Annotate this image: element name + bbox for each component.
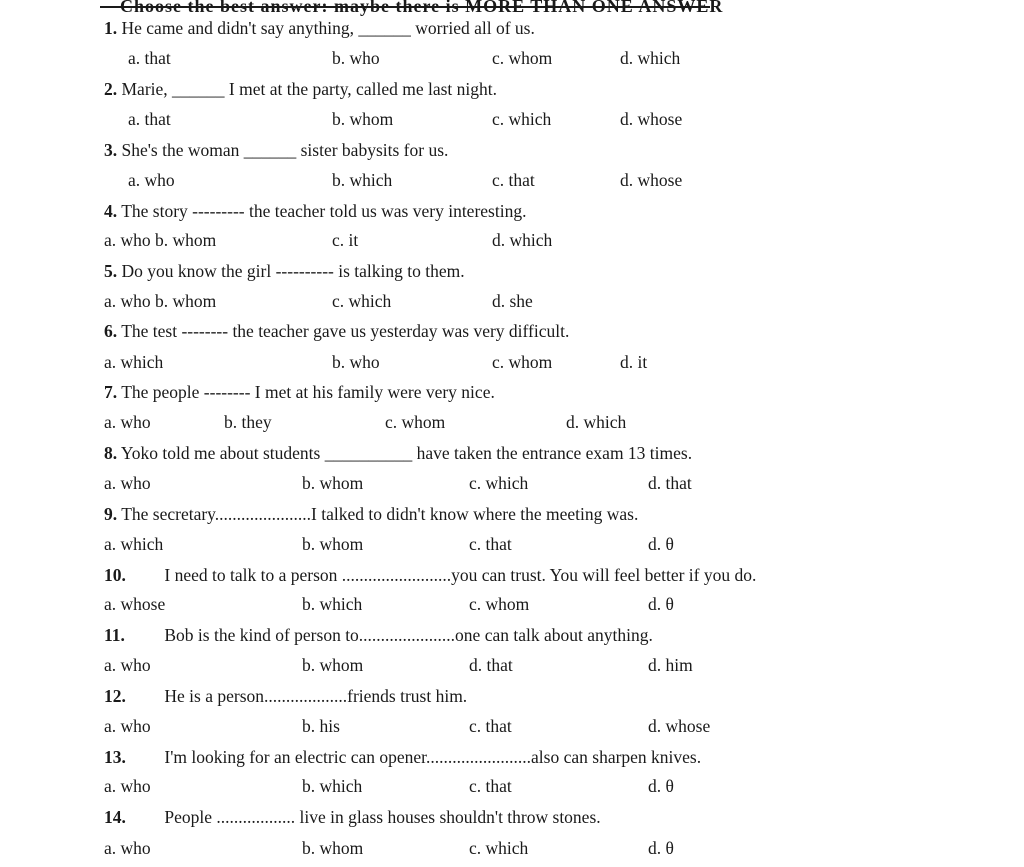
question-10	[104, 564, 756, 586]
question-11	[104, 624, 653, 646]
option-d[interactable]: d. which	[620, 48, 681, 68]
option-c[interactable]: c. that	[469, 776, 512, 796]
option-b[interactable]: b. who	[332, 48, 380, 68]
question-text: I need to talk to a person .........................you can trust. You will feel better if you do.	[164, 565, 757, 585]
option-d[interactable]: d. θ	[648, 534, 674, 554]
question-text: The test -------- the teacher gave us yesterday was very difficult.	[121, 321, 570, 341]
option-d[interactable]: d. which	[492, 230, 553, 250]
question-number: 11.	[104, 625, 125, 645]
option-c[interactable]: c. that	[469, 534, 512, 554]
question-text: Yoko told me about students __________ have taken the entrance exam 13 times.	[120, 443, 693, 463]
option-b[interactable]: b. which	[302, 594, 363, 614]
question-text: Marie, ______ I met at the party, called me last night.	[121, 79, 497, 99]
option-c[interactable]: c. that	[492, 170, 535, 190]
question-14	[104, 806, 601, 828]
option-a[interactable]: a. which	[104, 352, 164, 372]
option-d1[interactable]: d. that	[469, 655, 513, 675]
option-d[interactable]: d. it	[620, 352, 648, 372]
question-5	[104, 260, 465, 282]
question-number: 8.	[104, 443, 118, 463]
option-d[interactable]: d. that	[648, 473, 692, 493]
option-b[interactable]: b. which	[302, 776, 363, 796]
question-12	[104, 685, 467, 707]
option-d[interactable]: d. which	[566, 412, 627, 432]
option-a[interactable]: a. which	[104, 534, 164, 554]
question-8	[104, 442, 692, 464]
question-number: 1.	[104, 18, 118, 38]
question-text: Do you know the girl ---------- is talking to them.	[121, 261, 465, 281]
question-number: 2.	[104, 79, 118, 99]
question-3	[104, 139, 448, 161]
option-d[interactable]: d. whose	[620, 170, 683, 190]
question-number: 13.	[104, 747, 126, 767]
option-ab[interactable]: a. who b. whom	[104, 230, 217, 250]
question-text: He is a person...................friends trust him.	[164, 686, 468, 706]
option-a[interactable]: a. whose	[104, 594, 166, 614]
question-text: People .................. live in glass houses shouldn't throw stones.	[164, 807, 601, 827]
question-number: 7.	[104, 382, 118, 402]
question-text: I'm looking for an electric can opener........................also can sharpen knives.	[164, 747, 702, 767]
option-a[interactable]: a. who	[128, 170, 175, 190]
option-b[interactable]: b. whom	[302, 534, 364, 554]
option-a[interactable]: a. who	[104, 838, 151, 858]
option-a[interactable]: a. that	[128, 109, 171, 129]
option-c[interactable]: c. whom	[492, 352, 553, 372]
option-a[interactable]: a. who	[104, 473, 151, 493]
cut-off-heading	[100, 0, 724, 16]
option-d[interactable]: d. θ	[648, 838, 674, 858]
option-c[interactable]: c. whom	[469, 594, 530, 614]
option-b[interactable]: b. whom	[302, 473, 364, 493]
question-text: Bob is the kind of person to......................one can talk about anything.	[164, 625, 653, 645]
question-number: 5.	[104, 261, 118, 281]
question-text: She's the woman ______ sister babysits for us.	[121, 140, 449, 160]
option-c[interactable]: c. which	[469, 838, 529, 858]
option-a[interactable]: a. that	[128, 48, 171, 68]
question-number: 3.	[104, 140, 118, 160]
question-4	[104, 200, 526, 222]
option-b[interactable]: b. which	[332, 170, 393, 190]
question-9	[104, 503, 638, 525]
question-6	[104, 320, 569, 342]
question-number: 9.	[104, 504, 118, 524]
question-number: 4.	[104, 201, 118, 221]
option-b[interactable]: b. whom	[302, 838, 364, 858]
option-ab[interactable]: a. who b. whom	[104, 291, 217, 311]
question-number: 12.	[104, 686, 126, 706]
option-c[interactable]: c. which	[332, 291, 392, 311]
option-d[interactable]: d. whose	[620, 109, 683, 129]
option-b[interactable]: b. who	[332, 352, 380, 372]
option-d[interactable]: d. whose	[648, 716, 711, 736]
option-d[interactable]: d. she	[492, 291, 533, 311]
heading-text: Choose the best answer: maybe there is MORE THAN ONE ANSWER	[120, 0, 724, 16]
question-number: 10.	[104, 565, 126, 585]
option-c[interactable]: c. whom	[492, 48, 553, 68]
option-c[interactable]: c. whom	[385, 412, 446, 432]
option-a[interactable]: a. who	[104, 716, 151, 736]
question-7	[104, 381, 495, 403]
option-b[interactable]: b. whom	[302, 655, 364, 675]
question-text: The story --------- the teacher told us was very interesting.	[121, 201, 527, 221]
question-number: 14.	[104, 807, 126, 827]
option-a[interactable]: a. who	[104, 776, 151, 796]
question-number: 6.	[104, 321, 118, 341]
question-1	[104, 17, 535, 39]
option-a[interactable]: a. who	[104, 412, 151, 432]
option-b[interactable]: b. his	[302, 716, 340, 736]
question-text: The people -------- I met at his family were very nice.	[121, 382, 495, 402]
option-d[interactable]: d. θ	[648, 776, 674, 796]
option-d2[interactable]: d. him	[648, 655, 693, 675]
option-d[interactable]: d. θ	[648, 594, 674, 614]
option-c[interactable]: c. which	[492, 109, 552, 129]
option-b[interactable]: b. whom	[332, 109, 394, 129]
option-a[interactable]: a. who	[104, 655, 151, 675]
option-b[interactable]: b. they	[224, 412, 272, 432]
question-13	[104, 746, 701, 768]
question-text: He came and didn't say anything, ______ worried all of us.	[121, 18, 535, 38]
option-c[interactable]: c. it	[332, 230, 359, 250]
option-c[interactable]: c. which	[469, 473, 529, 493]
question-2	[104, 78, 497, 100]
question-text: The secretary......................I talked to didn't know where the meeting was.	[121, 504, 639, 524]
option-c[interactable]: c. that	[469, 716, 512, 736]
